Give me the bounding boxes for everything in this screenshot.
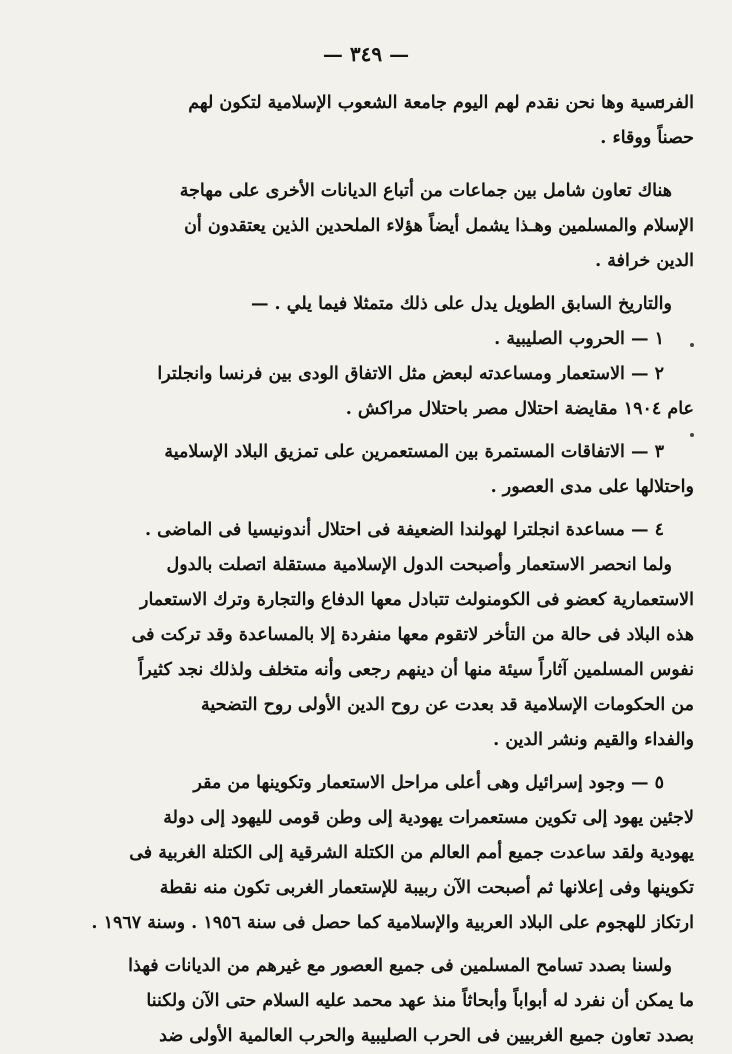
list-item-5 — [91, 766, 694, 941]
list-item-1 — [116, 322, 694, 357]
page-number: — ٣٤٩ — — [322, 42, 410, 66]
text-line: ما يمكن أن نفرد له أبواباً وأبحاثاً منذ عهد محمد عليه السلام حتى الآن ولكننا — [146, 991, 694, 1011]
text-line: ارتكاز للهجوم على البلاد العربية والإسلامية كما حصل فى سنة ١٩٥٦ . وسنة ١٩٦٧ . — [91, 913, 694, 933]
text-line: واحتلالها على مدى العصور . — [490, 477, 694, 497]
text-line: ٣ — الاتفاقات المستمرة بين المستعمرين على تمزيق البلاد الإسلامية — [164, 442, 664, 462]
paragraph-intro — [116, 86, 694, 156]
text-line: والتاريخ السابق الطويل يدل على ذلك متمثلا فيما يلي . — — [250, 294, 672, 314]
text-line: ١ — الحروب الصليبية . — [494, 329, 664, 349]
text-line: الفرنسية وها نحن نقدم لهم اليوم جامعة الشعوب الإسلامية لتكون لهم — [188, 93, 694, 113]
text-line: ٥ — وجود إسرائيل وهى أعلى مراحل الاستعمار وتكوينها من مقر — [193, 773, 664, 793]
paragraph-colonialism — [116, 548, 694, 758]
text-line: نفوس المسلمين آثاراً سيئة منها أن دينهم رجعى وأنه متخلف ولذلك نجد كثيراً — [138, 660, 694, 680]
list-item-4 — [116, 513, 694, 548]
text-line: ولسنا بصدد تسامح المسلمين فى جميع العصور مع غيرهم من الديانات فهذا — [128, 956, 672, 976]
text-line: بصدد تعاون جميع الغربيين فى الحرب الصليبية والحرب العالمية الأولى ضد — [159, 1026, 694, 1046]
list-item-2 — [116, 357, 694, 427]
text-line: من الحكومات الإسلامية قد بعدت عن روح الدين الأولى روح التضحية — [200, 695, 694, 715]
text-line: هذه البلاد فى حالة من التأخر لاتقوم معها منفردة إلا بالمساعدة وقد تركت فى — [131, 625, 694, 645]
text-line: حصناً ووقاء . — [600, 128, 694, 148]
paragraph-history — [116, 287, 694, 322]
text-line: عام ١٩٠٤ مقايضة احتلال مصر باحتلال مراكش . — [345, 399, 694, 419]
text-line: ولما انحصر الاستعمار وأصبحت الدول الإسلامية مستقلة اتصلت بالدول — [166, 555, 672, 575]
text-line: تكوينها وفى إعلانها ثم أصبحت الآن ربيبة للإستعمار الغربى تكون منه نقطة — [159, 878, 694, 898]
paragraph-tolerance — [116, 949, 694, 1054]
text-line: ٤ — مساعدة انجلترا لهولندا الضعيفة فى احتلال أندونيسيا فى الماضى . — [144, 520, 664, 540]
text-line: ٢ — الاستعمار ومساعدته لبعض مثل الاتفاق الودى بين فرنسا وانجلترا — [157, 364, 664, 384]
text-line: لاجئين يهود إلى تكوين مستعمرات يهودية إلى وطن قومى لليهود إلى دولة — [163, 808, 694, 828]
text-line: هناك تعاون شامل بين جماعات من أتباع الديانات الأخرى على مهاجة — [179, 181, 672, 201]
text-line: الإسلام والمسلمين وهـذا يشمل أيضاً هؤلاء الملحدين الذين يعتقدون أن — [184, 216, 694, 236]
paragraph-cooperation — [116, 174, 694, 279]
list-item-3 — [116, 435, 694, 505]
text-line: الاستعمارية كعضو فى الكومنولث تتبادل معها الدفاع والتجارة وترك الاستعمار — [140, 590, 694, 610]
text-line: الدين خرافة . — [595, 251, 694, 271]
text-line: يهودية ولقد ساعدت جميع أمم العالم من الكتلة الشرقية إلى الكتلة الغربية فى — [129, 843, 694, 863]
page-body — [91, 86, 694, 1054]
text-line: والفداء والقيم ونشر الدين . — [493, 730, 694, 750]
